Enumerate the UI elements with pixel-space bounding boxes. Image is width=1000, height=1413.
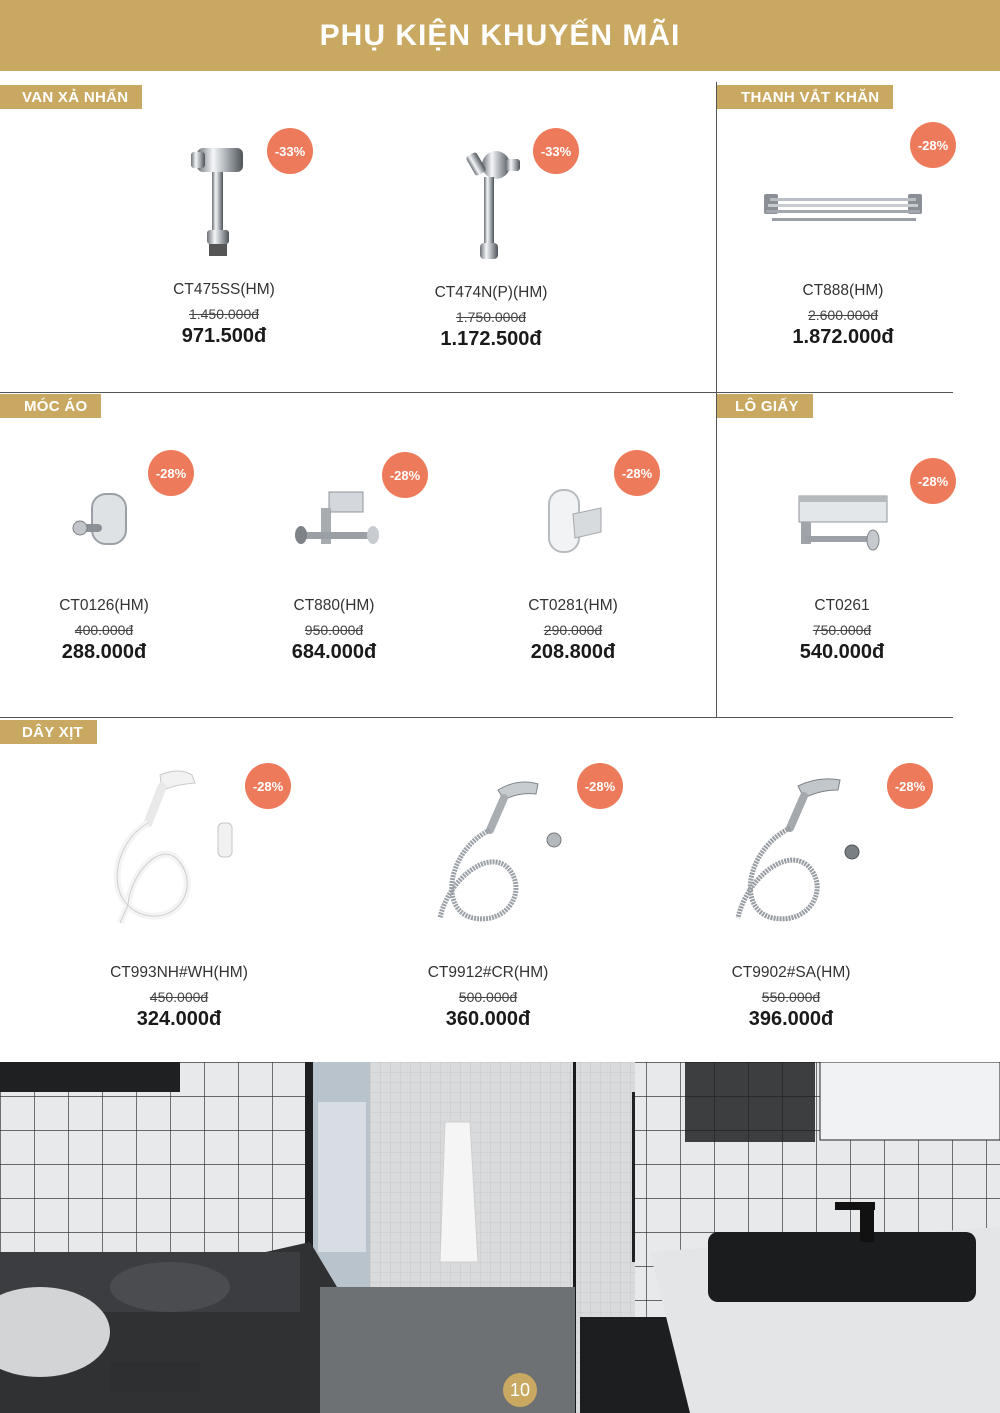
robe-hook-ct880-image xyxy=(293,488,383,554)
page-title: PHỤ KIỆN KHUYẾN MÃI xyxy=(319,18,681,52)
product-new-price: 324.000đ xyxy=(136,1008,222,1030)
bathroom-illustration xyxy=(0,1062,1000,1413)
product-card-ct475ss[interactable] xyxy=(104,280,344,348)
product-new-price: 288.000đ xyxy=(61,641,147,663)
section-tag-thanh-vat-khan: THANH VẮT KHĂN xyxy=(717,85,893,109)
section-tag-van-xa-nhan: VAN XẢ NHẤN xyxy=(0,85,142,109)
flush-valve-ct474n-image xyxy=(460,145,530,270)
product-old-price: 550.000đ xyxy=(761,989,821,1005)
discount-badge: -28% xyxy=(887,763,933,809)
product-name: CT474N(P)(HM) xyxy=(434,284,548,301)
discount-badge: -28% xyxy=(148,450,194,496)
product-old-price: 750.000đ xyxy=(812,622,872,638)
product-old-price: 500.000đ xyxy=(458,989,518,1005)
product-card-ct993nh[interactable] xyxy=(59,963,299,1031)
product-card-ct0261[interactable] xyxy=(722,596,962,664)
product-name: CT9912#CR(HM) xyxy=(427,964,549,981)
product-old-price: 1.450.000đ xyxy=(188,306,260,322)
product-new-price: 1.872.000đ xyxy=(792,326,894,348)
product-new-price: 1.172.500đ xyxy=(440,328,542,350)
product-old-price: 1.750.000đ xyxy=(455,309,527,325)
product-name: CT0261 xyxy=(814,597,870,614)
divider-row-1 xyxy=(0,392,953,393)
product-name: CT0281(HM) xyxy=(528,597,618,614)
discount-badge: -33% xyxy=(533,128,579,174)
product-name: CT993NH#WH(HM) xyxy=(110,964,248,981)
page-header xyxy=(0,0,1000,71)
product-name: CT475SS(HM) xyxy=(173,281,275,298)
chrome-bidet-sprayer-ct9912-image xyxy=(428,770,573,930)
divider-row-2 xyxy=(0,717,953,718)
discount-badge: -28% xyxy=(910,122,956,168)
page-number: 10 xyxy=(503,1373,537,1407)
discount-badge: -28% xyxy=(910,458,956,504)
flush-valve-ct475ss-image xyxy=(185,140,255,265)
section-tag-lo-giay: LÔ GIẤY xyxy=(717,394,813,418)
product-old-price: 290.000đ xyxy=(543,622,603,638)
product-card-ct9912[interactable] xyxy=(368,963,608,1031)
discount-badge: -28% xyxy=(245,763,291,809)
product-old-price: 400.000đ xyxy=(74,622,134,638)
product-new-price: 208.800đ xyxy=(530,641,616,663)
product-old-price: 450.000đ xyxy=(149,989,209,1005)
bathroom-photo xyxy=(0,1062,1000,1413)
robe-hook-ct0126-image xyxy=(72,490,132,552)
divider-column xyxy=(716,82,717,718)
product-card-ct0126[interactable] xyxy=(0,596,224,664)
paper-holder-image xyxy=(795,492,890,558)
discount-badge: -33% xyxy=(267,128,313,174)
product-new-price: 396.000đ xyxy=(748,1008,834,1030)
product-card-ct880[interactable] xyxy=(214,596,454,664)
product-old-price: 2.600.000đ xyxy=(807,307,879,323)
product-card-ct888[interactable] xyxy=(723,281,963,349)
product-card-ct9902[interactable] xyxy=(671,963,911,1031)
product-new-price: 360.000đ xyxy=(445,1008,531,1030)
discount-badge: -28% xyxy=(577,763,623,809)
robe-hook-ct0281-image xyxy=(545,488,605,558)
product-name: CT9902#SA(HM) xyxy=(731,964,851,981)
product-new-price: 540.000đ xyxy=(799,641,885,663)
product-old-price: 950.000đ xyxy=(304,622,364,638)
product-card-ct0281[interactable] xyxy=(453,596,693,664)
product-name: CT0126(HM) xyxy=(59,597,149,614)
chrome-bidet-sprayer-ct9902-image xyxy=(728,770,873,930)
discount-badge: -28% xyxy=(382,452,428,498)
product-new-price: 971.500đ xyxy=(181,325,267,347)
section-tag-day-xit: DÂY XỊT xyxy=(0,720,97,744)
product-name: CT888(HM) xyxy=(802,282,884,299)
towel-rack-image xyxy=(758,188,928,228)
product-new-price: 684.000đ xyxy=(291,641,377,663)
discount-badge: -28% xyxy=(614,450,660,496)
white-bidet-sprayer-image xyxy=(100,765,245,930)
section-tag-moc-ao: MÓC ÁO xyxy=(0,394,101,418)
product-card-ct474n[interactable] xyxy=(371,283,611,351)
product-name: CT880(HM) xyxy=(293,597,375,614)
